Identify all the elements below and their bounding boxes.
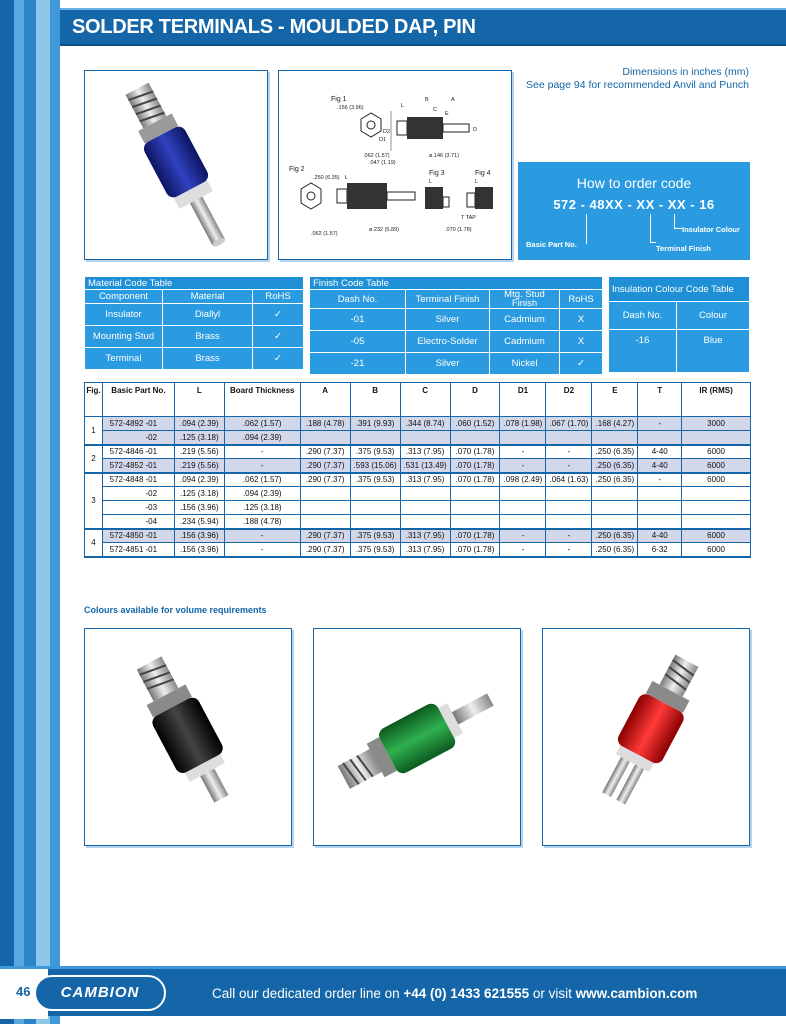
fig-cell: 2 xyxy=(85,445,103,473)
product-photo-green xyxy=(313,628,521,846)
dim-label: E xyxy=(445,111,449,117)
table-cell: .156 (3.96) xyxy=(174,501,224,515)
table-caption: Finish Code Table xyxy=(310,277,603,290)
part-number-cell xyxy=(102,487,144,501)
anvil-punch-line: See page 94 for recommended Anvil and Punch xyxy=(526,79,749,91)
table-cell xyxy=(300,501,350,515)
dim-label: C xyxy=(433,107,437,113)
colours-note: Colours available for volume requirements xyxy=(84,605,267,615)
column-header: T xyxy=(638,383,682,417)
table-cell: Terminal xyxy=(85,348,163,370)
table-cell: .290 (7.37) xyxy=(300,529,350,543)
table-cell: Diallyl xyxy=(163,304,253,326)
table-cell: Electro-Solder xyxy=(406,331,490,353)
table-row xyxy=(85,515,751,529)
dash-cell: -01 xyxy=(144,445,174,459)
table-cell xyxy=(500,501,546,515)
table-caption: Material Code Table xyxy=(85,277,304,290)
part-number-cell: 572-4852 xyxy=(102,459,144,473)
table-cell xyxy=(350,501,400,515)
table-cell: 4-40 xyxy=(638,529,682,543)
table-cell: .290 (7.37) xyxy=(300,473,350,487)
table-cell: .219 (5.56) xyxy=(174,459,224,473)
table-cell: .313 (7.95) xyxy=(400,445,450,459)
column-header: IR (RMS) xyxy=(682,383,751,417)
table-cell xyxy=(300,487,350,501)
table-cell: ✓ xyxy=(560,353,603,375)
basic-part-label: Basic Part No. xyxy=(526,240,577,249)
table-cell: .313 (7.95) xyxy=(400,529,450,543)
table-cell xyxy=(682,515,751,529)
dimensions-line: Dimensions in inches (mm) xyxy=(622,66,749,78)
dimensions-note xyxy=(526,66,749,92)
dim-label: L xyxy=(345,175,349,181)
table-cell xyxy=(500,515,546,529)
column-header: D1 xyxy=(500,383,546,417)
table-cell: ✓ xyxy=(253,348,304,370)
fig3-label: Fig 3 xyxy=(429,170,445,177)
table-cell: -16 xyxy=(609,329,677,372)
table-cell: - xyxy=(638,473,682,487)
table-cell: - xyxy=(224,529,300,543)
dash-cell: -04 xyxy=(144,515,174,529)
column-header: RoHS xyxy=(253,290,304,304)
terminal-finish-label: Terminal Finish xyxy=(656,244,711,253)
table-cell xyxy=(350,515,400,529)
table-row xyxy=(310,353,603,375)
table-cell: .098 (2.49) xyxy=(500,473,546,487)
table-cell xyxy=(638,515,682,529)
table-cell xyxy=(500,487,546,501)
terminal-black-image xyxy=(85,629,293,847)
column-header: Mtg. Stud Finish xyxy=(490,290,560,309)
table-cell xyxy=(300,431,350,445)
dim-label: B xyxy=(425,97,429,103)
table-caption: Insulation Colour Code Table xyxy=(609,277,750,302)
table-cell xyxy=(592,431,638,445)
table-cell: .060 (1.52) xyxy=(450,417,500,431)
table-cell: .250 (6.35) xyxy=(592,529,638,543)
part-number-cell: 572-4846 xyxy=(102,445,144,459)
table-cell xyxy=(592,501,638,515)
footer-text: or visit xyxy=(529,986,576,1001)
table-cell xyxy=(592,515,638,529)
dim-label: .047 (1.19) xyxy=(369,160,396,166)
column-header: Component xyxy=(85,290,163,304)
table-cell xyxy=(400,501,450,515)
page-title: SOLDER TERMINALS - MOULDED DAP, PIN xyxy=(72,16,476,38)
column-header: RoHS xyxy=(560,290,603,309)
table-cell: .531 (13.49) xyxy=(400,459,450,473)
page-header xyxy=(60,8,786,46)
table-cell: - xyxy=(224,459,300,473)
part-number-cell xyxy=(102,431,144,445)
terminal-red-image xyxy=(543,629,751,847)
table-cell: - xyxy=(546,459,592,473)
fig-cell: 1 xyxy=(85,417,103,445)
column-header: E xyxy=(592,383,638,417)
part-number-cell: 572-4892 xyxy=(102,417,144,431)
table-cell: Insulator xyxy=(85,304,163,326)
finish-code-table xyxy=(309,276,603,375)
table-cell: .234 (5.94) xyxy=(174,515,224,529)
table-cell: ✓ xyxy=(253,304,304,326)
column-header: Material xyxy=(163,290,253,304)
table-cell: Silver xyxy=(406,309,490,331)
table-cell xyxy=(682,487,751,501)
table-cell: .290 (7.37) xyxy=(300,459,350,473)
table-row xyxy=(85,326,304,348)
table-cell: ✓ xyxy=(253,326,304,348)
table-cell: - xyxy=(500,543,546,557)
dim-label: .250 (6.35) xyxy=(313,175,340,181)
part-number-cell: 572-4851 xyxy=(102,543,144,557)
table-row xyxy=(609,329,750,372)
dim-label: .156 (3.96) xyxy=(337,105,364,111)
table-cell xyxy=(450,515,500,529)
table-cell: - xyxy=(500,459,546,473)
table-cell xyxy=(350,431,400,445)
insulator-colour-label: Insulator Colour xyxy=(682,225,740,234)
column-header: Fig. xyxy=(85,383,103,417)
column-header: Dash No. xyxy=(310,290,406,309)
table-cell: -05 xyxy=(310,331,406,353)
dim-label: .062 (1.57) xyxy=(363,153,390,159)
table-cell: .070 (1.78) xyxy=(450,529,500,543)
dim-label: ø.232 (5.89) xyxy=(369,227,399,233)
part-number-cell: 572-4850 xyxy=(102,529,144,543)
insulation-colour-table xyxy=(608,276,750,373)
table-cell: .313 (7.95) xyxy=(400,543,450,557)
product-photo-black xyxy=(84,628,292,846)
table-cell: .156 (3.96) xyxy=(174,543,224,557)
column-header: Colour xyxy=(677,302,750,329)
page-number: 46 xyxy=(0,969,48,1019)
table-cell xyxy=(450,431,500,445)
table-cell: Brass xyxy=(163,348,253,370)
table-cell: Silver xyxy=(406,353,490,375)
table-cell xyxy=(300,515,350,529)
fig1-label: Fig 1 xyxy=(331,96,347,103)
table-cell xyxy=(450,501,500,515)
specification-table xyxy=(84,382,751,558)
table-cell: Brass xyxy=(163,326,253,348)
table-cell: .250 (6.35) xyxy=(592,543,638,557)
table-row xyxy=(85,529,751,543)
table-row xyxy=(85,473,751,487)
table-cell: - xyxy=(638,417,682,431)
dash-cell: -02 xyxy=(144,431,174,445)
dim-label: D2 xyxy=(383,129,391,135)
dim-label: L xyxy=(401,103,405,109)
table-cell: - xyxy=(546,445,592,459)
dim-label: A xyxy=(451,97,455,103)
table-cell: .375 (9.53) xyxy=(350,445,400,459)
table-cell: - xyxy=(500,529,546,543)
dim-label: L xyxy=(429,179,433,185)
table-cell: .290 (7.37) xyxy=(300,445,350,459)
dash-cell: -03 xyxy=(144,501,174,515)
table-cell xyxy=(400,515,450,529)
footer-contact xyxy=(212,986,697,1001)
table-cell: - xyxy=(546,529,592,543)
column-header: Board Thickness xyxy=(224,383,300,417)
table-cell: .125 (3.18) xyxy=(174,431,224,445)
dimension-drawing xyxy=(279,71,513,261)
table-cell: .375 (9.53) xyxy=(350,543,400,557)
table-row xyxy=(85,445,751,459)
technical-drawing xyxy=(278,70,512,260)
dim-label: .070 (1.78) xyxy=(445,227,472,233)
dim-label: D1 xyxy=(379,137,387,143)
dash-cell: -01 xyxy=(144,459,174,473)
table-cell: .070 (1.78) xyxy=(450,473,500,487)
table-cell: .062 (1.57) xyxy=(224,417,300,431)
dash-cell: -02 xyxy=(144,487,174,501)
table-cell xyxy=(400,487,450,501)
fig2-label: Fig 2 xyxy=(289,166,305,173)
dim-label: L xyxy=(475,179,479,185)
table-cell: .188 (4.78) xyxy=(300,417,350,431)
table-cell: .250 (6.35) xyxy=(592,445,638,459)
column-header: B xyxy=(350,383,400,417)
terminal-green-image xyxy=(314,629,522,847)
table-cell: Mounting Stud xyxy=(85,326,163,348)
column-header: Terminal Finish xyxy=(406,290,490,309)
table-cell xyxy=(546,501,592,515)
table-cell: 6000 xyxy=(682,459,751,473)
table-cell: - xyxy=(546,543,592,557)
table-cell: .219 (5.56) xyxy=(174,445,224,459)
table-cell: Cadmium xyxy=(490,309,560,331)
table-row xyxy=(85,459,751,473)
table-cell: .070 (1.78) xyxy=(450,543,500,557)
order-code-title: How to order code xyxy=(576,175,692,191)
dim-label: .062 (1.57) xyxy=(311,231,338,237)
table-cell: - xyxy=(224,543,300,557)
phone-number: +44 (0) 1433 621555 xyxy=(403,986,530,1001)
column-header: Basic Part No. xyxy=(102,383,174,417)
table-cell xyxy=(682,501,751,515)
table-cell: .156 (3.96) xyxy=(174,529,224,543)
table-cell xyxy=(682,431,751,445)
table-cell: .593 (15.06) xyxy=(350,459,400,473)
table-cell: .188 (4.78) xyxy=(224,515,300,529)
table-cell: .094 (2.39) xyxy=(224,487,300,501)
table-cell: 4-40 xyxy=(638,445,682,459)
table-cell: .062 (1.57) xyxy=(224,473,300,487)
table-cell: .344 (8.74) xyxy=(400,417,450,431)
order-code-box xyxy=(518,162,750,260)
table-cell xyxy=(400,431,450,445)
table-cell xyxy=(592,487,638,501)
table-row xyxy=(85,304,304,326)
table-cell: .070 (1.78) xyxy=(450,459,500,473)
table-cell: Cadmium xyxy=(490,331,560,353)
page-footer xyxy=(0,966,786,1016)
website-link[interactable]: www.cambion.com xyxy=(575,986,698,1001)
table-row xyxy=(85,417,751,431)
table-cell: .375 (9.53) xyxy=(350,529,400,543)
table-cell xyxy=(450,487,500,501)
table-cell: - xyxy=(224,445,300,459)
table-cell: 6000 xyxy=(682,543,751,557)
table-cell: .094 (2.39) xyxy=(174,473,224,487)
table-row xyxy=(310,331,603,353)
order-code: 572 - 48XX - XX - XX - 16 xyxy=(553,197,715,212)
table-cell: .094 (2.39) xyxy=(224,431,300,445)
table-row xyxy=(85,487,751,501)
table-cell: - xyxy=(500,445,546,459)
dim-label: D xyxy=(473,127,477,133)
table-cell: .125 (3.18) xyxy=(224,501,300,515)
table-row xyxy=(85,431,751,445)
table-cell: .078 (1.98) xyxy=(500,417,546,431)
table-cell: .375 (9.53) xyxy=(350,473,400,487)
table-cell: Blue xyxy=(677,329,750,372)
table-cell xyxy=(546,487,592,501)
dash-cell: -01 xyxy=(144,417,174,431)
column-header: C xyxy=(400,383,450,417)
column-header: D2 xyxy=(546,383,592,417)
table-cell: .168 (4.27) xyxy=(592,417,638,431)
fig-cell: 3 xyxy=(85,473,103,529)
table-row xyxy=(85,501,751,515)
table-cell: .250 (6.35) xyxy=(592,459,638,473)
table-cell: .313 (7.95) xyxy=(400,473,450,487)
table-cell: 6000 xyxy=(682,473,751,487)
table-cell xyxy=(546,431,592,445)
table-cell: .125 (3.18) xyxy=(174,487,224,501)
table-cell xyxy=(638,431,682,445)
part-number-cell xyxy=(102,501,144,515)
table-cell: .250 (6.35) xyxy=(592,473,638,487)
dash-cell: -01 xyxy=(144,529,174,543)
dash-cell: -01 xyxy=(144,473,174,487)
table-cell: .290 (7.37) xyxy=(300,543,350,557)
table-cell: Nickel xyxy=(490,353,560,375)
product-photo-red xyxy=(542,628,750,846)
column-header: A xyxy=(300,383,350,417)
dim-label: ø.146 (3.71) xyxy=(429,153,459,159)
product-photo-blue xyxy=(84,70,268,260)
table-cell xyxy=(638,501,682,515)
table-cell: -01 xyxy=(310,309,406,331)
table-row xyxy=(85,348,304,370)
material-code-table xyxy=(84,276,304,370)
table-cell: .094 (2.39) xyxy=(174,417,224,431)
table-cell xyxy=(638,487,682,501)
table-cell: .391 (9.93) xyxy=(350,417,400,431)
table-cell: 6000 xyxy=(682,529,751,543)
table-cell: X xyxy=(560,309,603,331)
part-number-cell: 572-4848 xyxy=(102,473,144,487)
fig-cell: 4 xyxy=(85,529,103,557)
part-number-cell xyxy=(102,515,144,529)
table-cell: .070 (1.78) xyxy=(450,445,500,459)
table-cell: X xyxy=(560,331,603,353)
table-cell: 6000 xyxy=(682,445,751,459)
table-cell xyxy=(350,487,400,501)
table-cell: -21 xyxy=(310,353,406,375)
table-cell: .067 (1.70) xyxy=(546,417,592,431)
terminal-blue-image xyxy=(85,71,269,261)
table-row xyxy=(310,309,603,331)
cambion-logo: CAMBION xyxy=(34,975,166,1011)
column-header: Dash No. xyxy=(609,302,677,329)
column-header: D xyxy=(450,383,500,417)
table-row xyxy=(85,543,751,557)
table-cell xyxy=(500,431,546,445)
fig4-label: Fig 4 xyxy=(475,170,491,177)
dim-label: T TAP xyxy=(461,215,476,221)
table-cell: 4-40 xyxy=(638,459,682,473)
table-cell: .064 (1.63) xyxy=(546,473,592,487)
footer-text: Call our dedicated order line on xyxy=(212,986,404,1001)
column-header: L xyxy=(174,383,224,417)
dash-cell: -01 xyxy=(144,543,174,557)
table-cell: 3000 xyxy=(682,417,751,431)
table-cell xyxy=(546,515,592,529)
side-stripes xyxy=(0,0,60,1024)
table-cell: 6-32 xyxy=(638,543,682,557)
